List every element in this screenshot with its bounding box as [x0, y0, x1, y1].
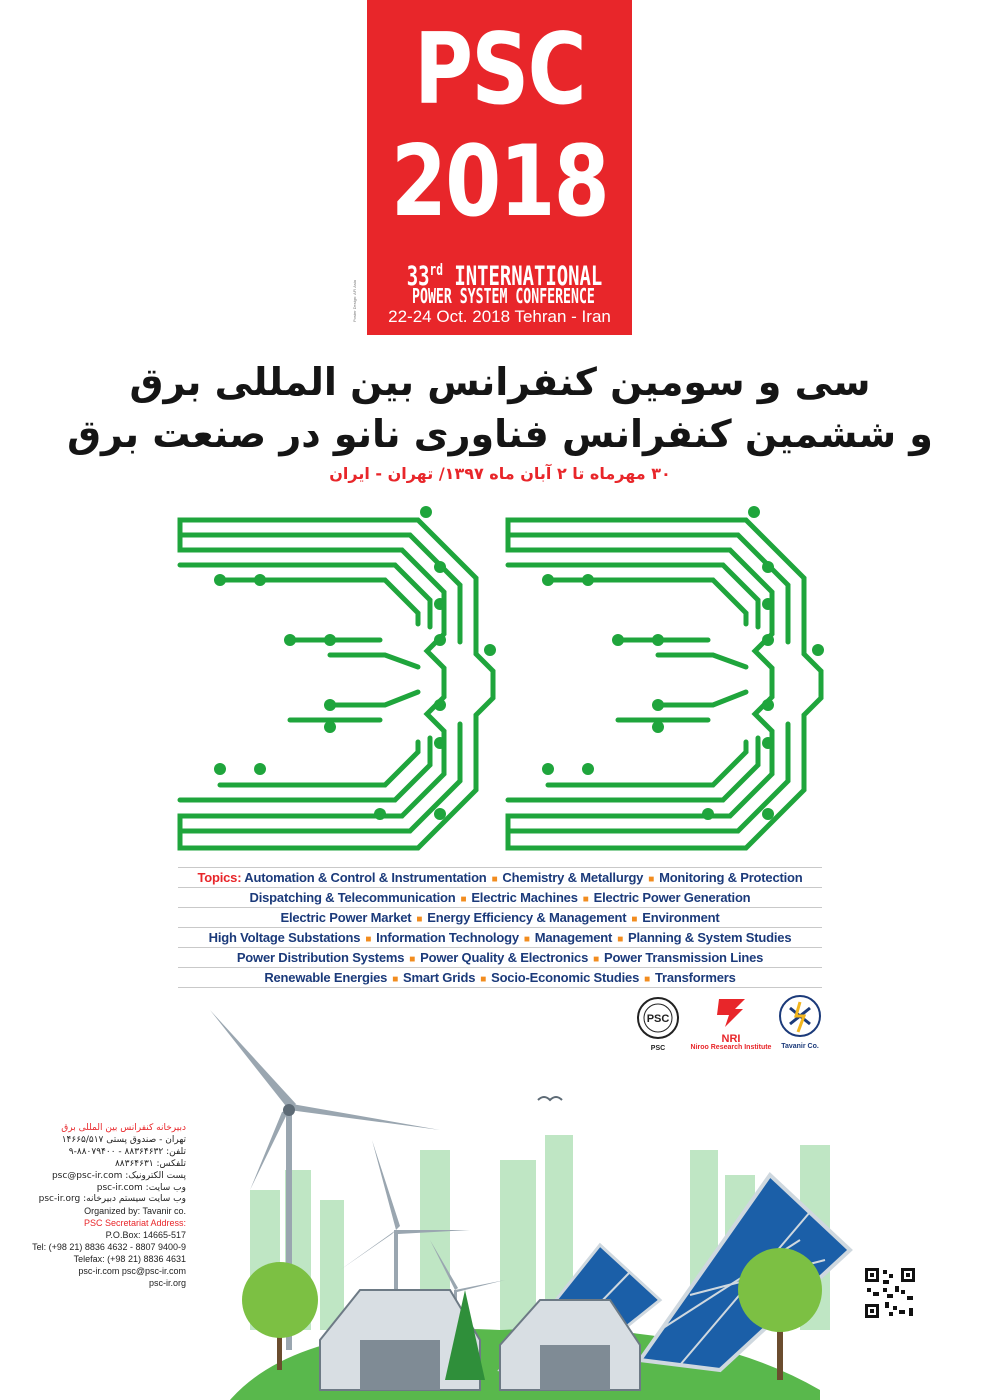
contact-pobox: P.O.Box: 14665-517 — [105, 1230, 186, 1241]
psc-logo-mark: PSC — [646, 1013, 670, 1025]
psc-acronym: PSC — [414, 13, 585, 127]
topic-separator: ■ — [416, 914, 423, 925]
topic-separator: ■ — [631, 914, 638, 925]
topic-separator: ■ — [365, 934, 372, 945]
topic-item: Electric Power Generation — [593, 890, 751, 905]
ordinal-suffix: rd — [429, 260, 443, 279]
topics-row — [178, 888, 822, 908]
bird-icon — [538, 1097, 562, 1100]
persian-date-line: ۳۰ مهرماه تا ۲ آبان ماه ۱۳۹۷/ تهران - ایران — [329, 464, 671, 483]
contact-secretariat: PSC Secretariat Address: — [83, 1218, 186, 1229]
circuit-digit-3-left — [180, 506, 500, 848]
conference-year: 2018 — [390, 125, 609, 239]
topic-item: Automation & Control & Instrumentation — [244, 870, 487, 885]
topic-item: Renewable Energies — [264, 970, 388, 985]
qr-code-icon — [865, 1268, 915, 1318]
ordinal-title-word: INTERNATIONAL — [454, 261, 603, 292]
topics-row — [178, 928, 822, 948]
topics-row — [178, 948, 822, 968]
contact-info — [20, 1123, 186, 1290]
ordinal-number: 33 — [406, 261, 430, 292]
contact-fa-address: تهران - صندوق پستی ۱۴۶۶۵/۵۱۷ — [61, 1134, 186, 1145]
contact-fa-site: وب سایت: psc-ir.com — [96, 1182, 186, 1193]
contact-fa-heading: دبیرخانه کنفرانس بین المللی برق — [61, 1123, 186, 1133]
topic-item: Environment — [642, 910, 720, 925]
topic-separator: ■ — [409, 954, 416, 965]
topic-item: Power Distribution Systems — [236, 950, 405, 965]
persian-title-line-2: و ششمین کنفرانس فناوری نانو در صنعت برق — [67, 412, 933, 456]
topic-separator: ■ — [392, 974, 399, 985]
contact-tel: Tel: (+98 21) 8836 4632 - 8807 9400-9 — [32, 1242, 186, 1253]
topic-item: Information Technology — [376, 930, 519, 945]
contact-fa-fax: تلفکس: ۸۸۳۶۴۶۳۱ — [114, 1158, 186, 1169]
contact-telefax: Telefax: (+98 21) 8836 4631 — [73, 1253, 186, 1264]
topic-separator: ■ — [480, 974, 487, 985]
contact-fa-phone: تلفن: ۸۸۳۶۴۶۳۲ - ۸۸۰۷۹۴۰۰-۹ — [68, 1146, 186, 1157]
topic-separator: ■ — [491, 874, 498, 885]
topics-row — [178, 908, 822, 928]
topic-item: Smart Grids — [403, 970, 476, 985]
topic-item: Electric Machines — [471, 890, 578, 905]
topic-separator: ■ — [593, 954, 599, 965]
topic-item: Dispatching & Telecommunication — [249, 890, 456, 905]
topic-item: Socio-Economic Studies — [491, 970, 640, 985]
topic-item: Transformers — [654, 970, 736, 985]
contact-fa-email: پست الکترونیک: psc@psc-ir.com — [51, 1170, 186, 1181]
design-credit: Poster Design: AFI Asia — [352, 280, 357, 323]
topic-item: Monitoring & Protection — [659, 870, 803, 885]
topic-item: Power Quality & Electronics — [420, 950, 589, 965]
topics-label: Topics: — [197, 870, 242, 885]
contact-fa-system-site: وب سایت سیستم دبیرخانه: psc-ir.org — [38, 1194, 186, 1205]
topic-separator: ■ — [460, 894, 467, 905]
nri-logo-mark: NRI — [721, 1033, 741, 1045]
psc-logo-caption: PSC — [650, 1045, 666, 1052]
topic-item: Planning & System Studies — [628, 930, 792, 945]
topic-separator: ■ — [617, 934, 624, 945]
topic-item: Electric Power Market — [280, 910, 412, 925]
topic-item: Energy Efficiency & Management — [427, 910, 627, 925]
topics-row — [178, 867, 822, 888]
topic-item: High Voltage Substations — [208, 930, 361, 945]
contact-web2: psc-ir.org — [148, 1277, 186, 1288]
conference-dates: 22-24 Oct. 2018 Tehran - Iran — [388, 307, 611, 326]
conference-name: POWER SYSTEM CONFERENCE — [412, 284, 595, 308]
topic-separator: ■ — [644, 974, 650, 985]
topic-separator: ■ — [648, 874, 655, 885]
topics-row — [178, 968, 822, 988]
topic-separator: ■ — [523, 934, 530, 945]
circuit-digit-3-right — [508, 506, 828, 848]
contact-organized: Organized by: Tavanir co. — [84, 1206, 186, 1217]
contact-web-email: psc-ir.com psc@psc-ir.com — [78, 1265, 186, 1276]
topic-item: Management — [534, 930, 613, 945]
persian-title-line-1: سی و سومین کنفرانس بین المللی برق — [129, 360, 871, 404]
nri-logo-caption: Niroo Research Institute — [690, 1044, 772, 1051]
tavanir-logo-caption: Tavanir Co. — [781, 1043, 819, 1050]
topic-separator: ■ — [582, 894, 589, 905]
topics-list — [178, 867, 822, 988]
topic-item: Chemistry & Metallurgy — [502, 870, 644, 885]
topic-item: Power Transmission Lines — [603, 950, 764, 965]
